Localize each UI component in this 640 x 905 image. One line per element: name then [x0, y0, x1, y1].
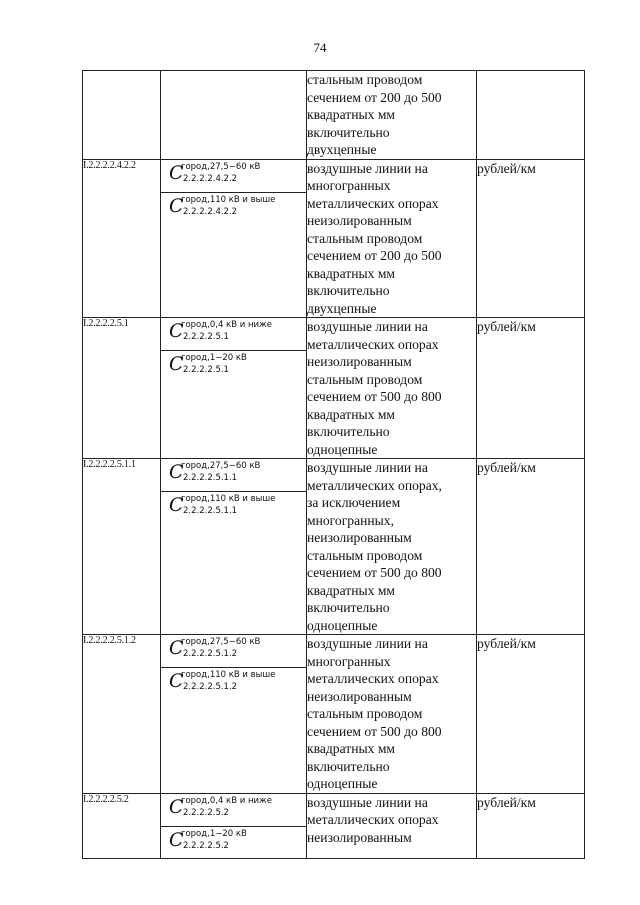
- row-symbols: [161, 635, 307, 794]
- tariff-table: [82, 70, 585, 859]
- symbol-superscript: город,110 кВ и выше: [181, 194, 276, 205]
- symbol-formula: [161, 350, 306, 382]
- symbol-superscript: город,0,4 кВ и ниже: [181, 320, 272, 330]
- symbol-superscript: город,1−20 кВ: [181, 828, 247, 839]
- symbol-letter: C: [169, 320, 184, 342]
- row-unit: [477, 71, 585, 160]
- row-symbols: [161, 459, 307, 635]
- table-row: [83, 635, 585, 794]
- row-code: I.2.2.2.2.5.2: [83, 793, 161, 858]
- row-description: воздушные линии на многогранных металлических опорах неизолированным стальным проводом сечением от 200 до 500 квадратных мм включительно двухцепные: [307, 159, 477, 318]
- symbol-formula: [161, 635, 306, 667]
- row-unit: рублей/км: [477, 793, 585, 858]
- page-number: 74: [313, 40, 327, 55]
- row-unit: рублей/км: [477, 318, 585, 459]
- symbol-letter: C: [169, 161, 184, 184]
- symbol-superscript: город,1−20 кВ: [181, 353, 247, 363]
- symbol-subscript: 2.2.2.2.5.1.2: [183, 682, 238, 692]
- symbol-subscript: 2.2.2.2.4.2.2: [183, 173, 238, 184]
- symbol-letter: C: [169, 828, 184, 851]
- symbol-formula: [161, 826, 306, 858]
- symbol-letter: C: [169, 461, 184, 483]
- symbol-letter: C: [169, 670, 184, 692]
- symbol-formula: [161, 160, 306, 192]
- symbol-formula: [161, 794, 306, 826]
- row-description: воздушные линии на металлических опорах неизолированным стальным проводом сечением от 500 до 800 квадратных мм включительно одноцепные: [307, 318, 477, 459]
- row-code: I.2.2.2.2.5.1.2: [83, 635, 161, 794]
- row-symbols: [161, 793, 307, 858]
- symbol-formula: [161, 318, 306, 350]
- symbol-subscript: 2.2.2.2.5.1: [183, 332, 229, 342]
- table-body: [83, 71, 585, 859]
- symbol-formula: [161, 667, 306, 699]
- symbol-subscript: 2.2.2.2.5.1.1: [183, 506, 238, 516]
- table-row: [83, 159, 585, 318]
- row-unit: рублей/км: [477, 459, 585, 635]
- row-description: воздушные линии на металлических опорах неизолированным: [307, 793, 477, 858]
- symbol-subscript: 2.2.2.2.4.2.2: [183, 206, 238, 217]
- row-code: I.2.2.2.2.4.2.2: [83, 159, 161, 318]
- symbol-superscript: город,0,4 кВ и ниже: [181, 795, 272, 806]
- table-row: [83, 793, 585, 858]
- row-code: [83, 71, 161, 160]
- row-symbols: [161, 159, 307, 318]
- symbol-subscript: 2.2.2.2.5.1.2: [183, 649, 238, 659]
- symbol-letter: C: [169, 494, 184, 516]
- symbol-subscript: 2.2.2.2.5.2: [183, 840, 229, 851]
- symbol-letter: C: [169, 353, 184, 375]
- row-symbols: [161, 71, 307, 160]
- row-code: I.2.2.2.2.5.1: [83, 318, 161, 459]
- symbol-subscript: 2.2.2.2.5.1.1: [183, 473, 238, 483]
- symbol-letter: C: [169, 194, 184, 217]
- row-description: воздушные линии на многогранных металлических опорах неизолированным стальным проводом сечением от 500 до 800 квадратных мм включительно одноцепные: [307, 635, 477, 794]
- symbol-letter: C: [169, 637, 184, 659]
- row-description: стальным проводом сечением от 200 до 500 квадратных мм включительно двухцепные: [307, 71, 477, 160]
- symbol-formula: [161, 192, 306, 224]
- table-row: [83, 318, 585, 459]
- symbol-formula: [161, 459, 306, 491]
- symbol-superscript: город,27,5−60 кВ: [181, 161, 261, 172]
- row-symbols: [161, 318, 307, 459]
- symbol-subscript: 2.2.2.2.5.1: [183, 365, 229, 375]
- symbol-subscript: 2.2.2.2.5.2: [183, 807, 229, 818]
- row-unit: рублей/км: [477, 159, 585, 318]
- symbol-superscript: город,110 кВ и выше: [181, 494, 276, 504]
- symbol-letter: C: [169, 795, 184, 818]
- row-code: I.2.2.2.2.5.1.1: [83, 459, 161, 635]
- symbol-superscript: город,27,5−60 кВ: [181, 461, 261, 471]
- symbol-superscript: город,110 кВ и выше: [181, 670, 276, 680]
- symbol-superscript: город,27,5−60 кВ: [181, 637, 261, 647]
- table-row: [83, 459, 585, 635]
- row-description: воздушные линии на металлических опорах, за исключением многогранных, неизолированным стальным проводом сечением от 500 до 800 квадратных мм включительно одноцепные: [307, 459, 477, 635]
- row-unit: рублей/км: [477, 635, 585, 794]
- table-row: [83, 71, 585, 160]
- symbol-formula: [161, 491, 306, 523]
